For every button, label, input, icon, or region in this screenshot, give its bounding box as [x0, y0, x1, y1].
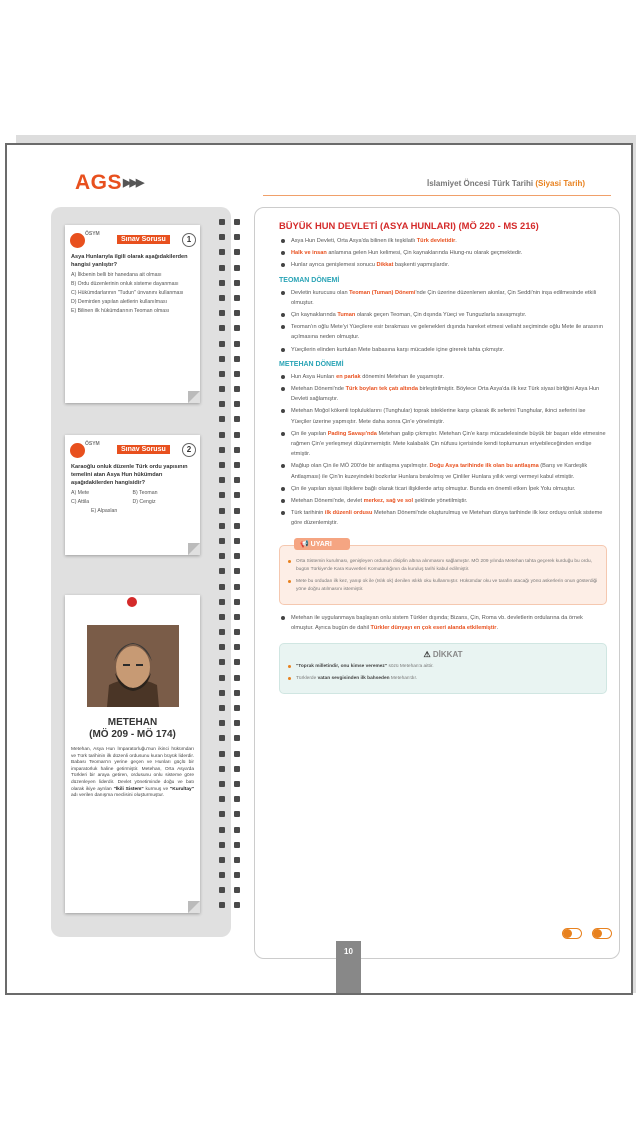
binding-ring: [219, 356, 249, 362]
profile-title: METEHAN (MÖ 209 - MÖ 174): [89, 717, 176, 740]
bullet-item: Türk tarihinin ilk düzenli ordusu Metehan Dönemi'nde oluşturulmuş ve Metehan dünya tarihinde ilk kez orduyu onluk sisteme göre düzenlemiştir.: [279, 508, 607, 528]
warning-triangle-icon: ⚠: [423, 650, 433, 660]
binding-ring: [219, 249, 249, 255]
binding-ring: [219, 280, 249, 286]
binding-ring: [219, 447, 249, 453]
exam-question-card-2: [65, 435, 200, 555]
binding-ring: [219, 492, 249, 498]
question-text: Karaoğlu onluk düzenle Türk ordu yapısının temelini atan Asya Hun hükümdarı aşağıdakilerden hangisidir?: [71, 464, 188, 486]
header-divider: [263, 195, 611, 196]
bullet-item: Metehan ile uygulanmaya başlayan onlu sistem Türkler dışında; Bizans, Çin, Roma vb. devletlerin ordularına da örnek olmuştur. Ayrıca bugün de dahil Türkler dünyayı en çok eseri alanda etkilemiştir.: [279, 613, 607, 633]
profile-description: Metehan, Asya Hun İmparatorluğu'nun ikinci hükümdarı ve Türk tarihinin ilk düzenli ordusunu kuran büyük liderdir. Babası Teoman'ın yerine geçen ve Hunları güçlü bir imparatorluk haline getirmiştir. Metehan, Orta Asya'da Türkleri bir araya getiren, ordusunu onlu sisteme göre düzenleyen liderdir. Devlet yönetiminde doğu ve batı olarak ikiye ayrılan "İkili Sistem" kurmuş ve "Kurultay" adı verilen danışma meclisini oluşturmuştur.: [71, 747, 194, 799]
binding-ring: [219, 827, 249, 833]
exam-badge: Sınav Sorusu: [117, 445, 170, 454]
binding-ring: [219, 857, 249, 863]
megaphone-icon: 📢: [300, 540, 311, 548]
binding-ring: [219, 735, 249, 741]
binding-ring: [219, 432, 249, 438]
bullet-item: Metehan Dönemi'nde Türk boyları tek çatı altında birleştirilmiştir. Böylece Orta Asya'da ilk kez Türk siyasi birliğini Asya Hun Devleti sağlamıştır.: [279, 384, 607, 404]
spiral-binding: [219, 219, 249, 909]
binding-ring: [219, 796, 249, 802]
bullet-item: Metehan Dönemi'nde, devlet merkez, sağ ve sol şeklinde yönetilmiştir.: [279, 496, 607, 506]
option-e: E) Alpaslan: [91, 508, 118, 514]
bullet-item: Çin kaynaklarında Tuman olarak geçen Teoman, Çin dışında Yüeçi ve Tunguzlarla savaşmıştır.: [279, 310, 607, 320]
binding-ring: [219, 341, 249, 347]
option-c: C) Attila: [71, 499, 90, 505]
bullet-item: Yüeçilerin elinden kurtulan Mete babasına karşı mücadele içine girerek tahta çıkmıştır.: [279, 345, 607, 355]
binding-ring: [219, 629, 249, 635]
pushpin-icon: [127, 597, 137, 607]
binding-ring: [219, 371, 249, 377]
osym-label: ÖSYM: [85, 231, 100, 237]
option-e: E) Bilinen ilk hükümdarının Teoman olması: [71, 308, 170, 314]
binding-ring: [219, 523, 249, 529]
chapter-title: İslamiyet Öncesi Türk Tarihi (Siyasi Tarih): [427, 179, 586, 188]
attention-item: Türklerde vatan sevgisinden ilk bahseden Metehan'dır.: [288, 675, 598, 683]
bullet-item: Devletin kurucusu olan Teoman (Tuman) Dönemi'nde Çin üzerine düzenlenen akınlar, Çin Seddi'nin inşa edilmesinde etkili olmuştur.: [279, 288, 607, 308]
section-title: BÜYÜK HUN DEVLETİ (ASYA HUNLARI) (MÖ 220 - MS 216): [279, 220, 539, 231]
attention-box: [279, 643, 607, 694]
arrows-icon: ▶▶▶: [123, 177, 143, 189]
option-a: A) İlkbenin belli bir hanedana ait olması: [71, 272, 162, 278]
exam-question-card-1: [65, 225, 200, 403]
binding-ring: [219, 219, 249, 225]
binding-ring: [219, 325, 249, 331]
osym-icon: [70, 233, 85, 248]
binding-ring: [219, 614, 249, 620]
binding-ring: [219, 872, 249, 878]
binding-ring: [219, 599, 249, 605]
warning-item: Orta Sistemin kurulması, genişleyen ordunun disiplin altına alınmasını sağlamıştır. MÖ 209 yılında Metehan tahta geçerek kurduğu bu ordu, bugün Türkiye'de Kara Kuvvetleri Komutanlığının da kuruluş tarihi kabul edilmiştir.: [288, 558, 598, 574]
warning-header: 📢 UYARI: [294, 538, 350, 550]
binding-ring: [219, 462, 249, 468]
binding-ring: [219, 553, 249, 559]
binding-ring: [219, 781, 249, 787]
ags-logo: AGS▶▶▶: [75, 171, 143, 194]
binding-ring: [219, 538, 249, 544]
binding-ring: [219, 310, 249, 316]
osym-icon: [70, 443, 85, 458]
binding-ring: [219, 568, 249, 574]
page-curl-icon: [188, 543, 200, 555]
binding-ring: [219, 295, 249, 301]
warrior-portrait-icon: [87, 625, 179, 707]
warning-item: Mete bu ordudan ilk kez, yanıp ok ile (Islık ok) denilen ıslıklı oku kullanmıştır. Hükümdar oku ve tarafın atacağı yönü askerlerin onun gösterdiği yöne doğru atılmasını istemiştir.: [288, 578, 598, 594]
option-b: B) Teoman: [132, 490, 158, 496]
binding-ring: [219, 842, 249, 848]
question-number: 2: [182, 443, 196, 457]
page-curl-icon: [188, 391, 200, 403]
binding-ring: [219, 386, 249, 392]
question-text: Asya Hunlarıyla ilgili olarak aşağıdakilerden hangisi yanlıştır?: [71, 254, 188, 268]
option-d: D) Cengiz: [132, 499, 156, 505]
toggle-icon: [562, 928, 582, 939]
option-d: D) Demirden yapılan aletlerin kullanılması: [71, 299, 168, 305]
binding-ring: [219, 705, 249, 711]
metehan-profile-card: [65, 595, 200, 913]
book-page: [5, 143, 633, 995]
bullet-item: Çin ile yapılan siyasi ilişkilere bağlı olarak ticari ilişkilerde artış olmuştur. Bunda en önemli etken İpek Yolu olmuştur.: [279, 484, 607, 494]
bullet-item: Teoman'ın oğlu Mete'yi Yüeçilere esir bırakması ve gelenekleri dışında hareket etmesi veliaht seçiminde oğlu Mete ile arasının açılmasına neden olmuştur.: [279, 322, 607, 342]
page-number: 10: [336, 941, 361, 995]
option-c: C) Hükümdarlarının "Tudun" ünvanını kullanması: [71, 290, 184, 296]
binding-ring: [219, 508, 249, 514]
page-curl-icon: [188, 901, 200, 913]
bullet-item: Asya Hun Devleti, Orta Asya'da bilinen ilk teşkilatlı Türk devletidir.: [279, 236, 607, 246]
binding-ring: [219, 811, 249, 817]
binding-ring: [219, 477, 249, 483]
osym-label: ÖSYM: [85, 441, 100, 447]
binding-ring: [219, 401, 249, 407]
binding-ring: [219, 887, 249, 893]
bullet-item: Hun Asya Hunları en parlak dönemini Metehan ile yaşamıştır.: [279, 372, 607, 382]
binding-ring: [219, 659, 249, 665]
main-content: [254, 207, 620, 959]
bullet-item: Çin ile yapılan Pading Savaşı'nda Metehan galip çıkmıştır. Metehan Çin'e karşı mücadelesinde büyük bir başarı elde etmesine rağmen Çin'e yerleşmeyi düşünmemiştir. Mete kalabalık Çin nüfusu içerisinde kendi toplumunun eriyebileceğinden endişe etmiştir.: [279, 429, 607, 460]
binding-ring: [219, 584, 249, 590]
question-number: 1: [182, 233, 196, 247]
subsection-title-teoman: TEOMAN DÖNEMİ: [279, 276, 340, 284]
subsection-title-metehan: METEHAN DÖNEMİ: [279, 360, 344, 368]
toggle-icon: [592, 928, 612, 939]
bullet-item: Halk ve insan anlamına gelen Hun kelimesi, Çin kaynaklarında Hiung-nu olarak geçmektedir.: [279, 248, 607, 258]
binding-ring: [219, 902, 249, 908]
option-b: B) Ordu düzenlerinin onluk sisteme dayanması: [71, 281, 179, 287]
binding-ring: [219, 751, 249, 757]
metehan-portrait: [87, 625, 179, 707]
warning-box: [279, 540, 607, 605]
binding-ring: [219, 690, 249, 696]
attention-item: "Toprak milletindir, onu kimse veremez" sözü Metehan'a aittir.: [288, 663, 598, 671]
attention-header: ⚠ DİKKAT: [423, 650, 463, 660]
binding-ring: [219, 675, 249, 681]
binding-ring: [219, 234, 249, 240]
bullet-item: Mağlup olan Çin ile MÖ 200'de bir antlaşma yapılmıştır. Doğu Asya tarihinde ilk olan bu antlaşma (Barış ve Kardeşlik Antlaşması) ile Çin'in kuzeyindeki bozkırlar Hunlara bırakılmış ve Çinliler Hunlara yıllık vergi vermeyi kabul etmiştir.: [279, 461, 607, 481]
binding-ring: [219, 416, 249, 422]
binding-ring: [219, 265, 249, 271]
exam-badge: Sınav Sorusu: [117, 235, 170, 244]
binding-ring: [219, 766, 249, 772]
binding-ring: [219, 644, 249, 650]
binding-ring: [219, 720, 249, 726]
option-a: A) Mete: [71, 490, 90, 496]
bullet-item: Hunlar ayrıca genişlemesi sonucu Dikkat başkenti yapmışlardır.: [279, 260, 607, 270]
page-nav: [562, 928, 612, 939]
bullet-item: Metehan Moğol kökenli topluluklarını (Tunghular) toprak isteklerine karşı çıkarak ilk seferini Tunghular, ikinci seferini ise Yüeçiler üzerine yapmıştır. Mete daha sonra Çin'e yönelmiştir.: [279, 406, 607, 426]
